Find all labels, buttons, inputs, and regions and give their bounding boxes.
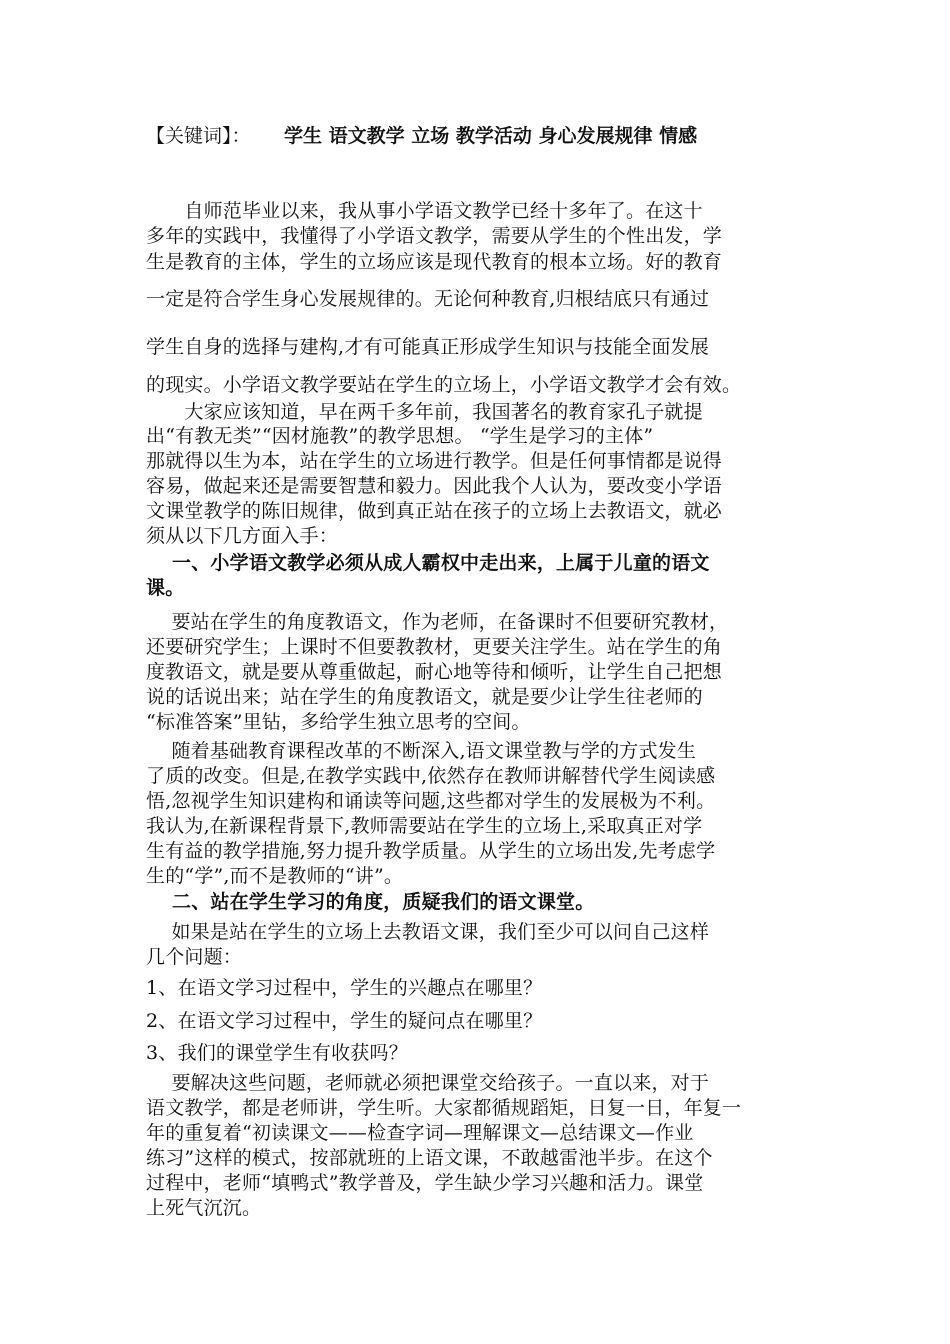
- paragraph-line: 要站在学生的角度教语文，作为老师，在备课时不但要研究教材，: [146, 611, 729, 633]
- paragraph-line: 说的话说出来；站在学生的角度教语文，就是要少让学生往老师的: [146, 686, 703, 708]
- paragraph-line: 悟,忽视学生知识建构和诵读等问题,这些都对学生的发展极为不利。: [146, 790, 716, 812]
- section-heading: 一、小学语文教学必须从成人霸权中走出来，上属于儿童的语文: [146, 552, 710, 574]
- paragraph-line: 大家应该知道，早在两千多年前，我国著名的教育家孔子就提: [146, 401, 703, 423]
- paragraph-line: 的现实。小学语文教学要站在学生的立场上，小学语文教学才会有效。: [146, 374, 742, 396]
- paragraph-line: 上死气沉沉。: [146, 1197, 262, 1219]
- section-heading: 课。: [146, 577, 185, 599]
- paragraph-line: 自师范毕业以来，我从事小学语文教学已经十多年了。在这十: [146, 200, 703, 222]
- paragraph-line: “标准答案”里钻，多给学生独立思考的空间。: [146, 711, 531, 733]
- keywords-label: 【关键词】：: [146, 125, 251, 147]
- paragraph-line: 语文教学，都是老师讲，学生听。大家都循规蹈矩，日复一日，年复一: [146, 1097, 742, 1119]
- paragraph-line: 过程中，老师“填鸭式”教学普及，学生缺少学习兴趣和活力。课堂: [146, 1172, 704, 1194]
- paragraph-line: 那就得以生为本，站在学生的立场进行教学。但是任何事情都是说得: [146, 450, 723, 472]
- paragraph-line: 多年的实践中，我懂得了小学语文教学，需要从学生的个性出发，学: [146, 225, 723, 247]
- paragraph-line: 生有益的教学措施,努力提升教学质量。从学生的立场出发,先考虑学: [146, 840, 716, 862]
- paragraph-line: 生是教育的主体，学生的立场应该是现代教育的根本立场。好的教育: [146, 251, 723, 273]
- paragraph-line: 如果是站在学生的立场上去教语文课，我们至少可以问自己这样: [146, 921, 710, 943]
- paragraph-line: 几个问题：: [146, 946, 243, 968]
- paragraph-line: 年的重复着“初读课文——检查字词—理解课文—总结课文—作业: [146, 1122, 694, 1144]
- paragraph-line: 随着基础教育课程改革的不断深入,语文课堂教与学的方式发生: [146, 740, 697, 762]
- paragraph-line: 练习”这样的模式，按部就班的上语文课，不敢越雷池半步。在这个: [146, 1147, 713, 1169]
- paragraph-line: 还要研究学生；上课时不但要教教材，更要关注学生。站在学生的角: [146, 636, 723, 658]
- paragraph-line: 生的“学”,而不是教师的“讲”。: [146, 865, 404, 887]
- paragraph-line: 学生自身的选择与建构,才有可能真正形成学生知识与技能全面发展: [146, 336, 710, 358]
- paragraph-line: 容易，做起来还是需要智慧和毅力。因此我个人认为，要改变小学语: [146, 475, 723, 497]
- paragraph-line: 须从以下几方面入手：: [146, 525, 339, 547]
- paragraph-line: 要解决这些问题，老师就必须把课堂交给孩子。一直以来，对于: [146, 1072, 710, 1094]
- list-item: 1、在语文学习过程中，学生的兴趣点在哪里？: [146, 977, 543, 999]
- keywords-value: 学生 语文教学 立场 教学活动 身心发展规律 情感: [284, 125, 698, 147]
- paragraph-line: 文课堂教学的陈旧规律，做到真正站在孩子的立场上去教语文，就必: [146, 500, 723, 522]
- paragraph-line: 出“有教无类”“因材施教”的教学思想。 “学生是学习的主体”: [146, 425, 654, 447]
- paragraph-line: 一定是符合学生身心发展规律的。无论何种教育,归根结底只有通过: [146, 288, 710, 310]
- paragraph-line: 度教语文，就是要从尊重做起，耐心地等待和倾听，让学生自己把想: [146, 661, 723, 683]
- paragraph-line: 我认为,在新课程背景下,教师需要站在学生的立场上,采取真正对学: [146, 815, 703, 837]
- list-item: 2、在语文学习过程中，学生的疑问点在哪里？: [146, 1010, 543, 1032]
- section-heading: 二、站在学生学习的角度，质疑我们的语文课堂。: [146, 891, 595, 913]
- paragraph-line: 了质的改变。但是,在教学实践中,依然存在教师讲解替代学生阅读感: [146, 765, 716, 787]
- list-item: 3、我们的课堂学生有收获吗？: [146, 1042, 408, 1064]
